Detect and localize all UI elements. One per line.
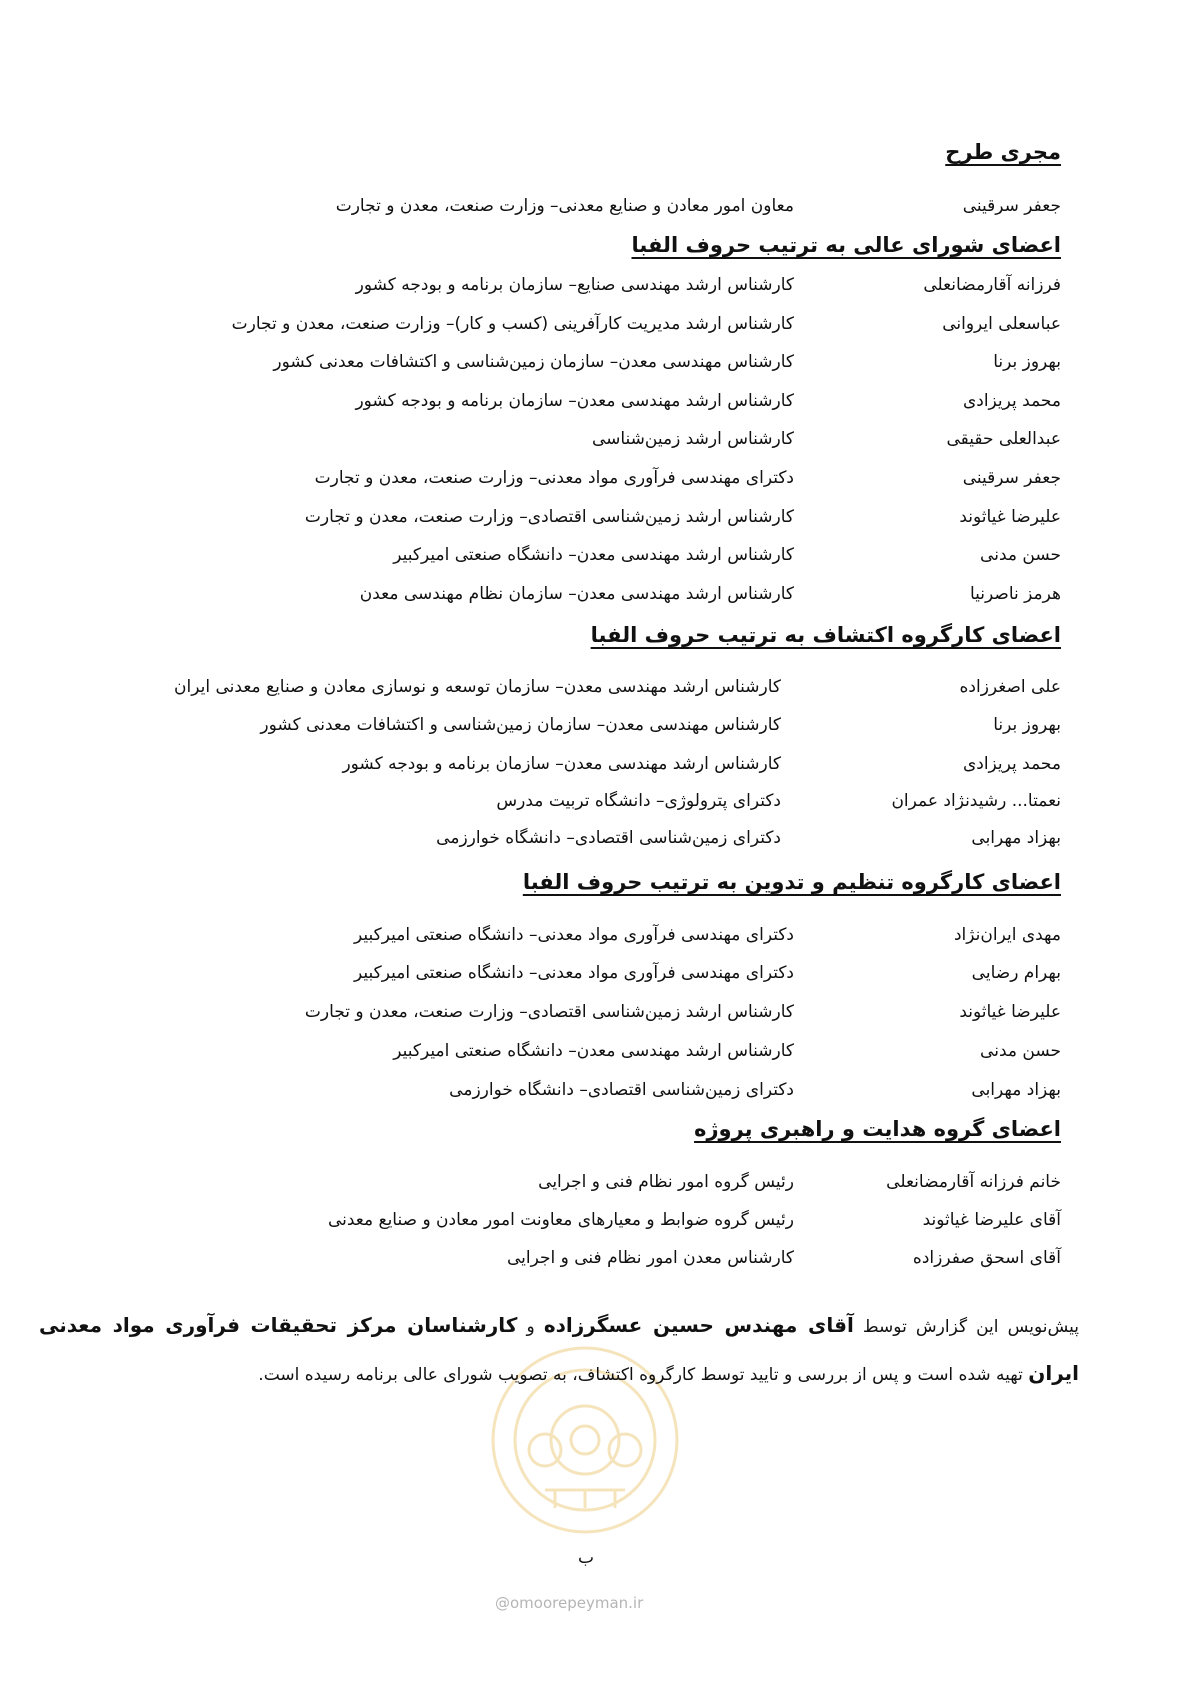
member-row bbox=[131, 715, 1061, 745]
member-row bbox=[131, 1210, 1061, 1240]
member-row bbox=[131, 925, 1061, 955]
member-role: کارشناس ارشد مهندسی معدن– سازمان توسعه و نوسازی معادن و صنایع معدنی ایران bbox=[174, 677, 781, 697]
section-heading-high-council: اعضای شورای عالی به ترتیب حروف الفبا bbox=[631, 233, 1061, 257]
member-row bbox=[131, 1002, 1061, 1032]
member-name: جعفر سرقینی bbox=[962, 196, 1061, 216]
section-heading-exploration-group: اعضای کارگروه اکتشاف به ترتیب حروف الفبا bbox=[590, 623, 1061, 647]
executor-row bbox=[131, 196, 1061, 226]
member-role: رئیس گروه ضوابط و معیارهای معاونت امور معادن و صنایع معدنی bbox=[327, 1210, 794, 1230]
member-row bbox=[131, 791, 1061, 821]
member-name: علی اصغرزاده bbox=[959, 677, 1061, 697]
member-name: بهروز برنا bbox=[993, 715, 1061, 735]
member-row bbox=[131, 1248, 1061, 1278]
member-row bbox=[131, 1041, 1061, 1071]
member-row bbox=[131, 352, 1061, 382]
member-name: بهروز برنا bbox=[993, 352, 1061, 372]
member-role: کارشناس ارشد مدیریت کارآفرینی (کسب و کار)– وزارت صنعت، معدن و تجارت bbox=[231, 314, 794, 334]
member-role: کارشناس ارشد مهندسی معدن– دانشگاه صنعتی امیرکبیر bbox=[393, 1041, 794, 1061]
member-name: آقای علیرضا غیاثوند bbox=[922, 1210, 1061, 1230]
member-name: عبدالعلی حقیقی bbox=[946, 429, 1061, 449]
member-name: حسن مدنی bbox=[980, 545, 1061, 565]
member-name: محمد پریزادی bbox=[962, 754, 1061, 774]
member-role: کارشناس ارشد مهندسی معدن– سازمان نظام مهندسی معدن bbox=[359, 584, 794, 604]
member-role: کارشناس ارشد زمین‌شناسی اقتصادی– وزارت صنعت، معدن و تجارت bbox=[304, 507, 794, 527]
member-name: محمد پریزادی bbox=[962, 391, 1061, 411]
member-row bbox=[131, 391, 1061, 421]
member-row bbox=[131, 1080, 1061, 1110]
member-role: کارشناس مهندسی معدن– سازمان زمین‌شناسی و اکتشافات معدنی کشور bbox=[260, 715, 781, 735]
closing-center: کارشناسان مرکز تحقیقات فرآوری مواد معدنی ایران bbox=[39, 1313, 1079, 1385]
member-role: معاون امور معادن و صنایع معدنی– وزارت صنعت، معدن و تجارت bbox=[335, 196, 794, 216]
member-name: مهدی ایران‌نژاد bbox=[953, 925, 1061, 945]
member-name: آقای اسحق صفرزاده bbox=[912, 1248, 1061, 1268]
member-role: کارشناس مهندسی معدن– سازمان زمین‌شناسی و اکتشافات معدنی کشور bbox=[273, 352, 794, 372]
section-heading-guidance-group: اعضای گروه هدایت و راهبری پروژه bbox=[694, 1117, 1061, 1141]
member-name: هرمز ناصرنیا bbox=[969, 584, 1061, 604]
member-name: علیرضا غیاثوند bbox=[959, 1002, 1061, 1022]
section-heading-drafting-group: اعضای کارگروه تنظیم و تدوین به ترتیب حروف الفبا bbox=[522, 870, 1061, 894]
member-role: دکترای زمین‌شناسی اقتصادی– دانشگاه خوارزمی bbox=[449, 1080, 794, 1100]
section-heading-executor: مجری طرح bbox=[945, 140, 1061, 164]
closing-author: آقای مهندس حسین عسگرزاده bbox=[543, 1313, 854, 1337]
member-name: بهزاد مهرابی bbox=[971, 1080, 1061, 1100]
member-role: کارشناس ارشد زمین‌شناسی اقتصادی– وزارت صنعت، معدن و تجارت bbox=[304, 1002, 794, 1022]
member-name: بهرام رضایی bbox=[971, 963, 1061, 983]
member-row bbox=[131, 677, 1061, 707]
member-row bbox=[131, 468, 1061, 498]
watermark-handle: @omoorepeyman.ir bbox=[495, 1594, 644, 1612]
page-number: ب bbox=[578, 1548, 595, 1568]
member-row bbox=[131, 545, 1061, 575]
member-role: رئیس گروه امور نظام فنی و اجرایی bbox=[538, 1172, 794, 1192]
closing-text-1: پیش‌نویس این گزارش توسط bbox=[862, 1317, 1080, 1337]
closing-text-2: و bbox=[526, 1317, 535, 1337]
closing-paragraph bbox=[39, 1302, 1079, 1398]
member-name: نعمتا... رشیدنژاد عمران bbox=[891, 791, 1061, 811]
member-row bbox=[131, 1172, 1061, 1202]
member-row bbox=[131, 429, 1061, 459]
member-row bbox=[131, 507, 1061, 537]
member-row bbox=[131, 275, 1061, 305]
member-name: حسن مدنی bbox=[980, 1041, 1061, 1061]
member-role: دکترای پترولوژی– دانشگاه تربیت مدرس bbox=[496, 791, 781, 811]
member-row bbox=[131, 963, 1061, 993]
member-role: کارشناس ارشد مهندسی معدن– سازمان برنامه و بودجه کشور bbox=[342, 754, 781, 774]
member-role: کارشناس ارشد مهندسی معدن– سازمان برنامه و بودجه کشور bbox=[355, 391, 794, 411]
member-row bbox=[131, 584, 1061, 614]
member-row bbox=[131, 828, 1061, 858]
member-name: علیرضا غیاثوند bbox=[959, 507, 1061, 527]
member-role: دکترای زمین‌شناسی اقتصادی– دانشگاه خوارزمی bbox=[436, 828, 781, 848]
member-role: دکترای مهندسی فرآوری مواد معدنی– وزارت صنعت، معدن و تجارت bbox=[314, 468, 794, 488]
member-row bbox=[131, 754, 1061, 784]
member-name: فرزانه آقارمضانعلی bbox=[923, 275, 1061, 295]
member-role: دکترای مهندسی فرآوری مواد معدنی– دانشگاه صنعتی امیرکبیر bbox=[353, 925, 794, 945]
member-name: جعفر سرقینی bbox=[962, 468, 1061, 488]
member-role: کارشناس ارشد زمین‌شناسی bbox=[591, 429, 794, 449]
member-row bbox=[131, 314, 1061, 344]
member-role: کارشناس ارشد مهندسی صنایع– سازمان برنامه و بودجه کشور bbox=[355, 275, 794, 295]
member-role: دکترای مهندسی فرآوری مواد معدنی– دانشگاه صنعتی امیرکبیر bbox=[353, 963, 794, 983]
member-name: خانم فرزانه آقارمضانعلی bbox=[886, 1172, 1061, 1192]
member-name: بهزاد مهرابی bbox=[971, 828, 1061, 848]
member-role: کارشناس معدن امور نظام فنی و اجرایی bbox=[507, 1248, 794, 1268]
member-role: کارشناس ارشد مهندسی معدن– دانشگاه صنعتی امیرکبیر bbox=[393, 545, 794, 565]
closing-text-3: تهیه شده است و پس از بررسی و تایید توسط کارگروه اکتشاف، به تصویب شورای عالی برنامه رسیده است. bbox=[258, 1365, 1023, 1385]
member-name: عباسعلی ایروانی bbox=[942, 314, 1061, 334]
